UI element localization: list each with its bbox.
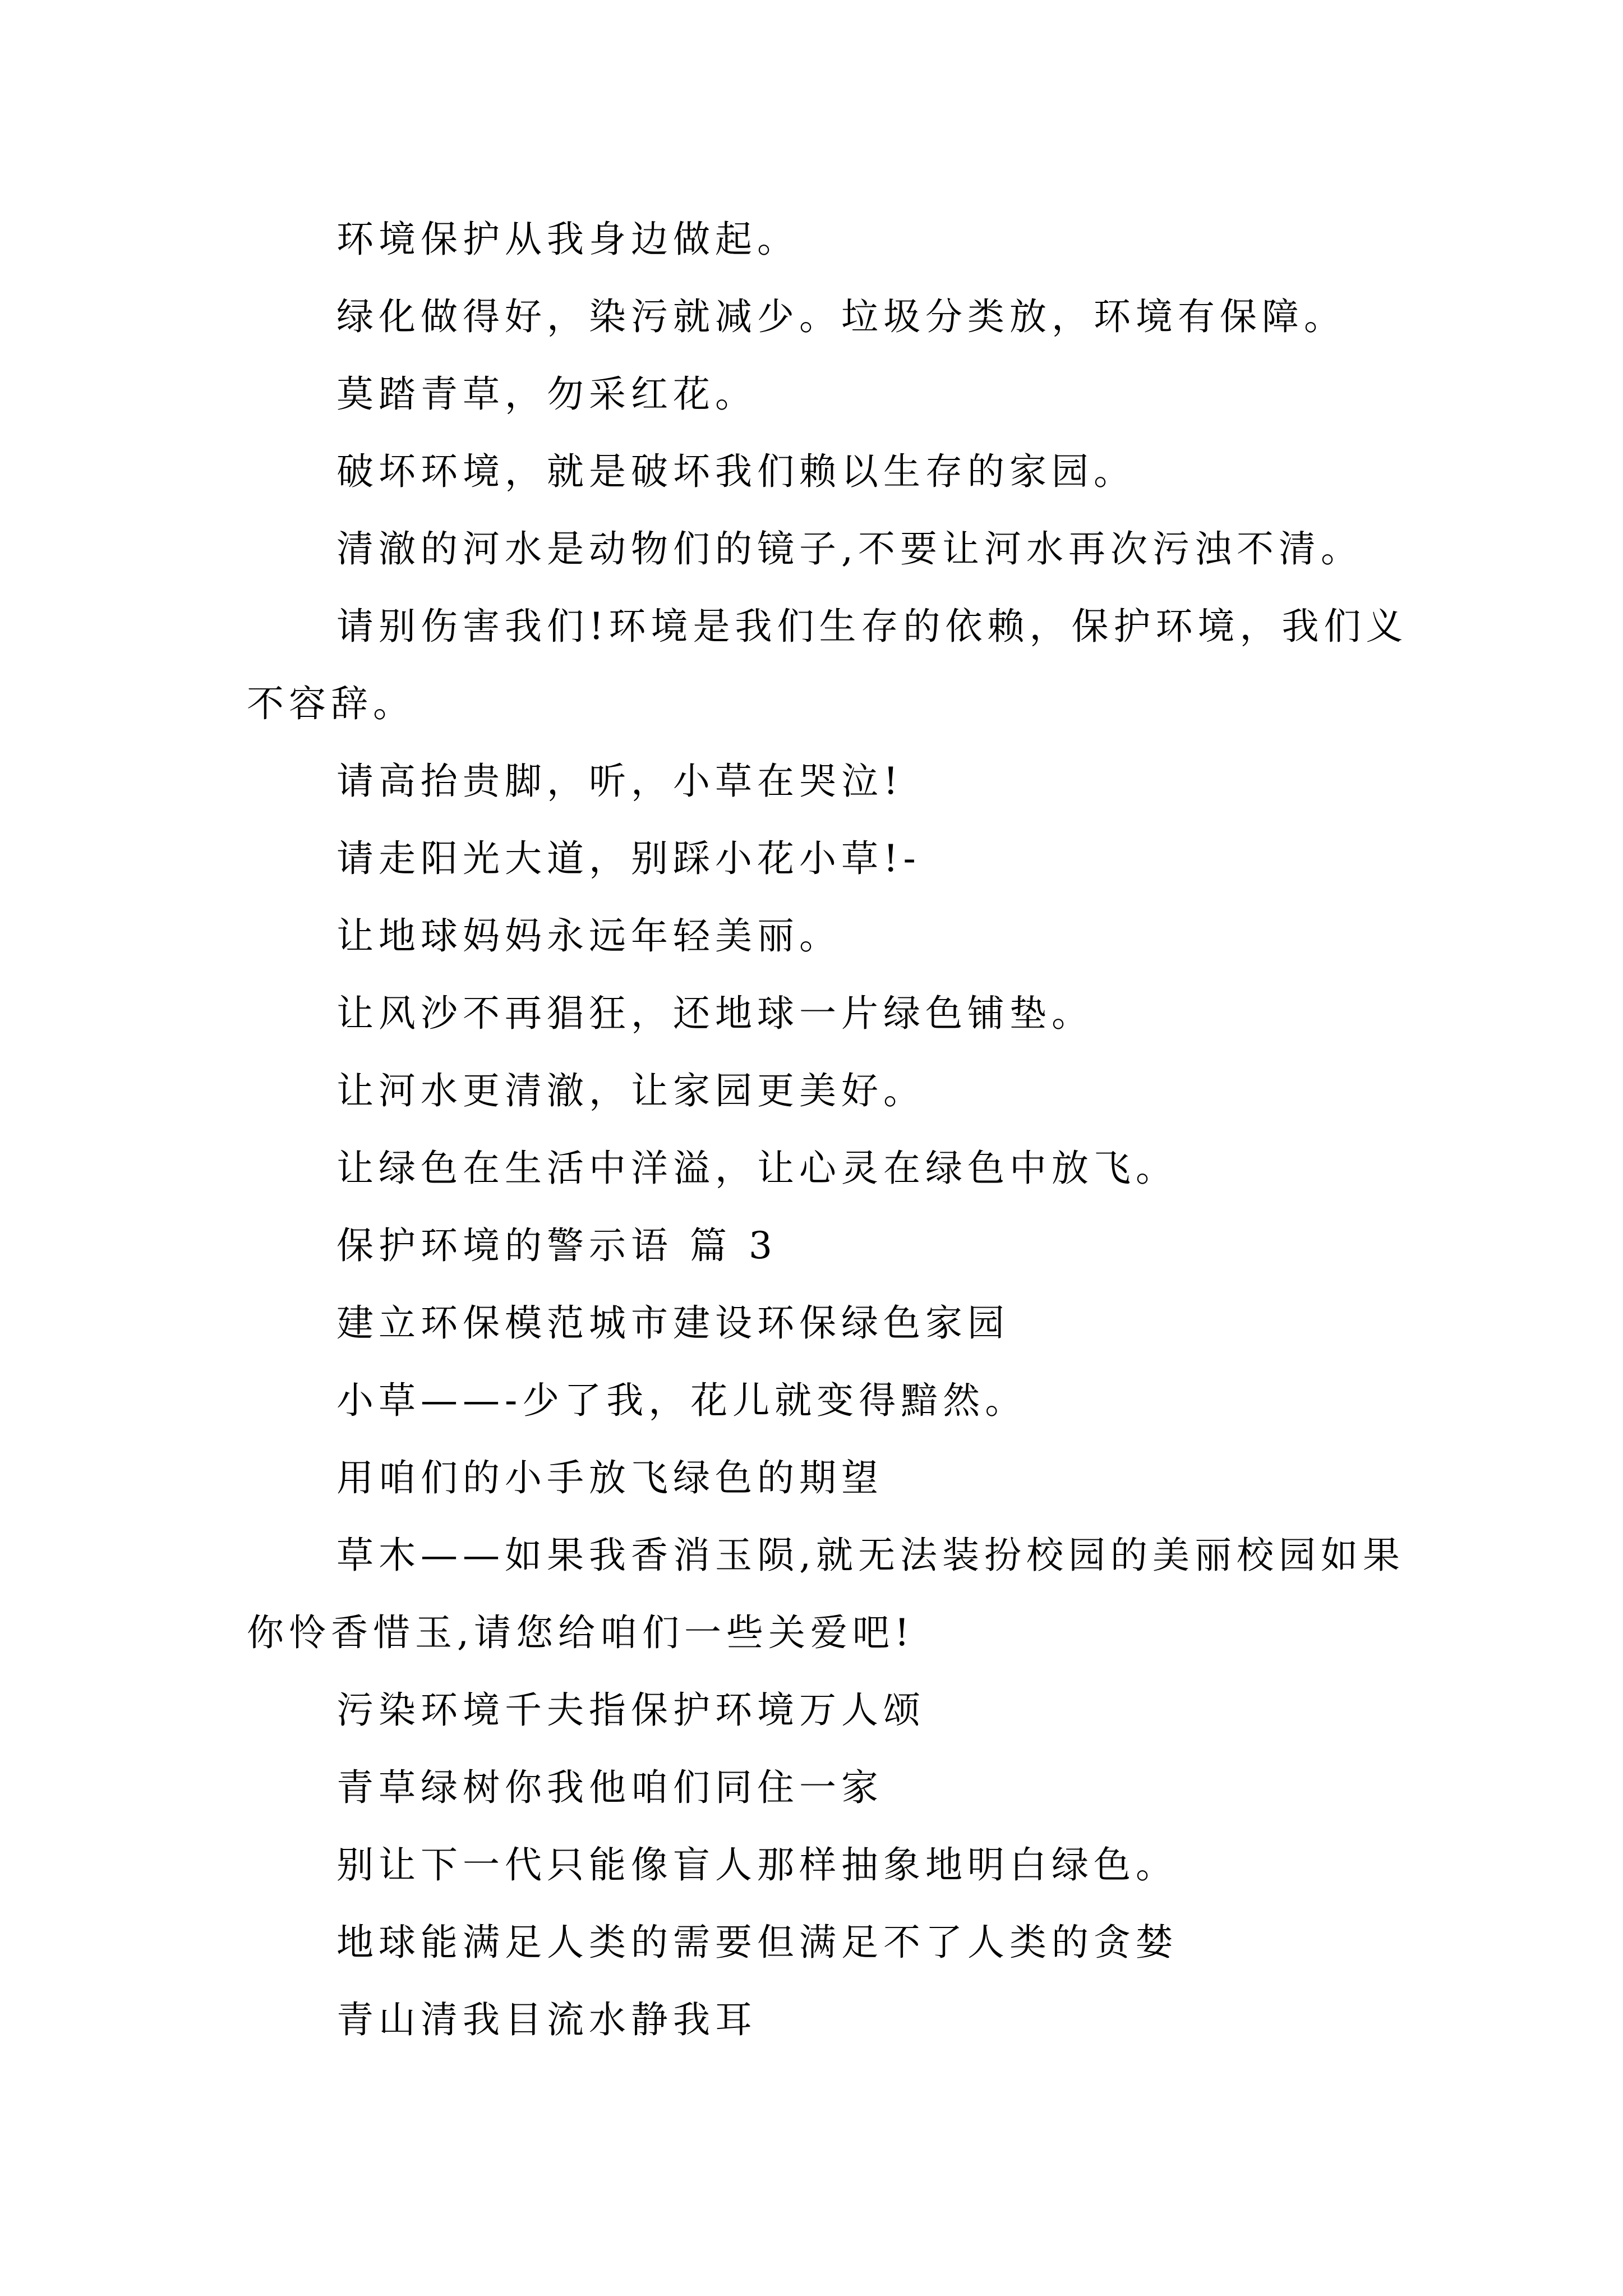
paragraph: 环境保护从我身边做起。: [336, 218, 799, 261]
paragraph: 别让下一代只能像盲人那样抽象地明白绿色。: [336, 1843, 1178, 1887]
document-body: [247, 201, 1413, 2059]
paragraph: 草木——如果我香消玉陨,就无法装扮校园的美丽校园如果你怜香惜玉,请您给咱们一些关爱吧!: [247, 1534, 1405, 1654]
paragraph: 让地球妈妈永远年轻美丽。: [336, 914, 841, 958]
section-title: 保护环境的警示语 篇 3: [336, 1224, 777, 1267]
paragraph: 请走阳光大道，别踩小花小草!-: [336, 837, 921, 880]
paragraph: 让风沙不再猖狂，还地球一片绿色铺垫。: [336, 992, 1094, 1035]
paragraph: 污染环境千夫指保护环境万人颂: [336, 1688, 925, 1732]
paragraph: 青山清我目流水静我耳: [336, 1998, 757, 2041]
paragraph: 破坏环境，就是破坏我们赖以生存的家园。: [336, 450, 1136, 493]
paragraph: 让河水更清澈，让家园更美好。: [336, 1069, 925, 1112]
paragraph: 用咱们的小手放飞绿色的期望: [336, 1456, 883, 1499]
paragraph: 请高抬贵脚，听，小草在哭泣!: [336, 760, 903, 803]
paragraph: 地球能满足人类的需要但满足不了人类的贪婪: [336, 1921, 1178, 1964]
paragraph: 绿化做得好，染污就减少。垃圾分类放，环境有保障。: [336, 295, 1346, 338]
paragraph: 青草绿树你我他咱们同住一家: [336, 1766, 883, 1809]
paragraph: 请别伤害我们!环境是我们生存的依赖，保护环境，我们义不容辞。: [247, 605, 1408, 725]
paragraph: 莫踏青草，勿采红花。: [336, 372, 757, 416]
paragraph: 建立环保模范城市建设环保绿色家园: [336, 1301, 1009, 1345]
paragraph: 清澈的河水是动物们的镜子,不要让河水再次污浊不清。: [336, 527, 1363, 570]
paragraph: 小草——-少了我，花儿就变得黯然。: [336, 1379, 1027, 1422]
paragraph: 让绿色在生活中洋溢，让心灵在绿色中放飞。: [336, 1147, 1178, 1190]
